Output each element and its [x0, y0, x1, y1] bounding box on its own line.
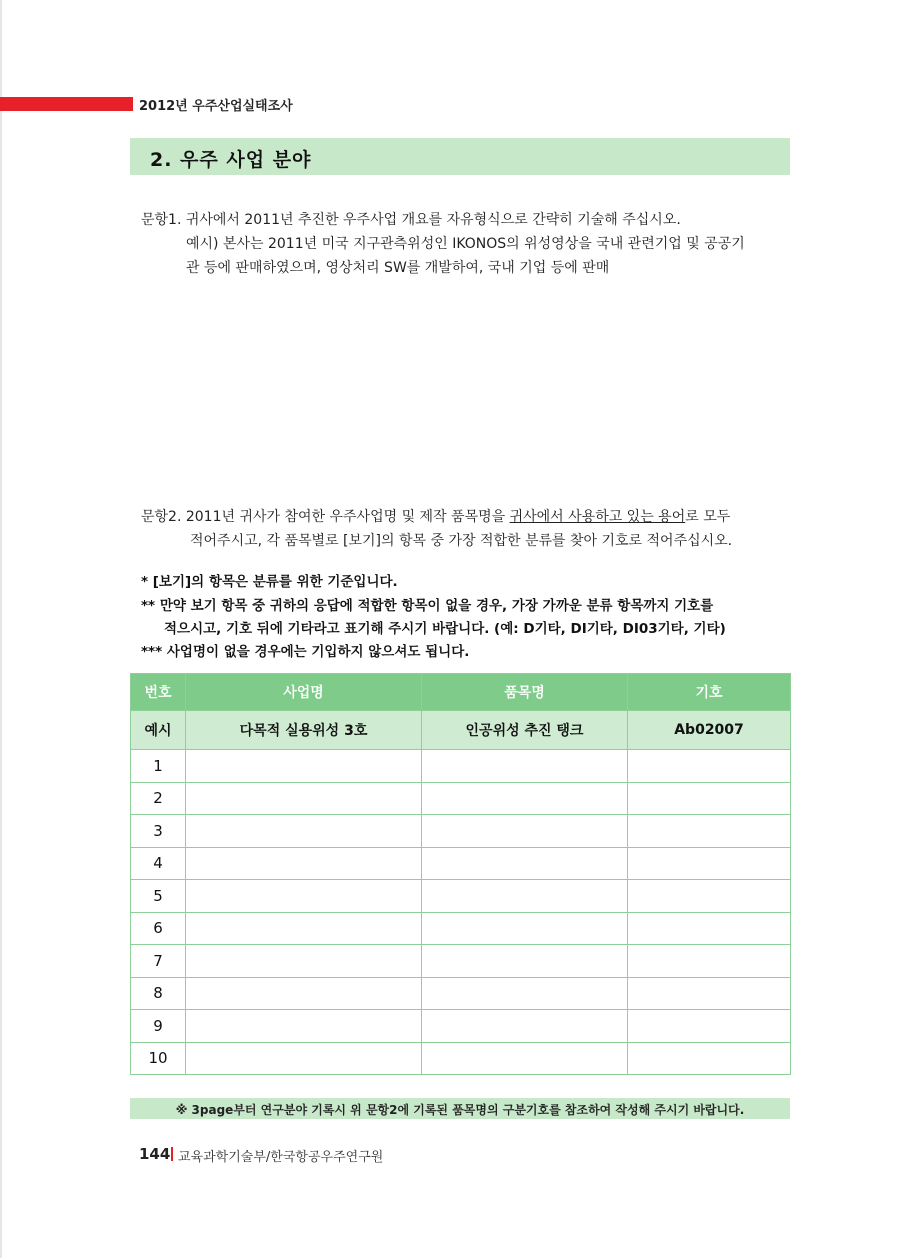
- code-cell[interactable]: [628, 750, 791, 783]
- example-item: 인공위성 추진 탱크: [422, 711, 628, 750]
- item-cell[interactable]: [422, 815, 628, 848]
- table-row: [131, 977, 791, 1010]
- question-1: 문항1. 귀사에서 2011년 추진한 우주사업 개요를 자유형식으로 간략히 기술해 주십시오.: [141, 212, 681, 228]
- project-cell[interactable]: [186, 977, 422, 1010]
- question-2-prefix: 문항2. 2011년 귀사가 참여한 우주사업명 및 제작 품목명을: [141, 509, 510, 525]
- table-row: [131, 782, 791, 815]
- section-title: 2. 우주 사업 분야: [150, 149, 312, 171]
- table-row: [131, 1010, 791, 1043]
- project-cell[interactable]: [186, 1010, 422, 1043]
- note-2-continued: 적으시고, 기호 뒤에 기타라고 표기해 주시기 바랍니다. (예: D기타, DI기타, DI03기타, 기타): [164, 621, 726, 637]
- code-cell[interactable]: [628, 782, 791, 815]
- header-project-name: 사업명: [186, 674, 422, 711]
- table-row: [131, 1042, 791, 1075]
- item-cell[interactable]: [422, 782, 628, 815]
- code-cell[interactable]: [628, 880, 791, 913]
- question-1-example-line-1: 예시) 본사는 2011년 미국 지구관측위성인 IKONOS의 위성영상을 국내 관련기업 및 공공기: [186, 236, 745, 252]
- row-number: 8: [131, 977, 186, 1010]
- page-number: 144: [139, 1145, 171, 1163]
- row-number: 10: [131, 1042, 186, 1075]
- question-2-line-1: [141, 506, 730, 526]
- row-number: 1: [131, 750, 186, 783]
- code-cell[interactable]: [628, 815, 791, 848]
- publisher: 교육과학기술부/한국항공우주연구원: [178, 1150, 384, 1165]
- question-2-line-2: 적어주시고, 각 품목별로 [보기]의 항목 중 가장 적합한 분류를 찾아 기호로 적어주십시오.: [190, 533, 733, 549]
- table-row: [131, 945, 791, 978]
- code-cell[interactable]: [628, 847, 791, 880]
- table-row: [131, 847, 791, 880]
- row-number: 4: [131, 847, 186, 880]
- project-item-table: [130, 673, 791, 1075]
- header-item-name: 품목명: [422, 674, 628, 711]
- example-project: 다목적 실용위성 3호: [186, 711, 422, 750]
- item-cell[interactable]: [422, 880, 628, 913]
- table-header-row: [131, 674, 791, 711]
- question-2-underlined-term: 귀사에서 사용하고 있는 용어: [509, 509, 686, 525]
- project-cell[interactable]: [186, 815, 422, 848]
- note-3: *** 사업명이 없을 경우에는 기입하지 않으셔도 됩니다.: [141, 644, 470, 660]
- project-cell[interactable]: [186, 782, 422, 815]
- table-row: [131, 750, 791, 783]
- footer-note: ※ 3page부터 연구분야 기록시 위 문항2에 기록된 품목명의 구분기호를 참조하여 작성해 주시기 바랍니다.: [175, 1103, 745, 1117]
- row-number: 3: [131, 815, 186, 848]
- row-number: 7: [131, 945, 186, 978]
- row-number: 6: [131, 912, 186, 945]
- page-edge-rule: [0, 0, 2, 1258]
- project-cell[interactable]: [186, 880, 422, 913]
- header-number: 번호: [131, 674, 186, 711]
- table-row: [131, 912, 791, 945]
- code-cell[interactable]: [628, 912, 791, 945]
- page-number-separator: [171, 1147, 173, 1161]
- code-cell[interactable]: [628, 1042, 791, 1075]
- project-cell[interactable]: [186, 945, 422, 978]
- question-2-suffix: 로 모두: [685, 509, 731, 525]
- item-cell[interactable]: [422, 847, 628, 880]
- table-row: [131, 880, 791, 913]
- note-1: * [보기]의 항목은 분류를 위한 기준입니다.: [141, 574, 398, 590]
- header-accent-bar: [0, 97, 133, 111]
- item-cell[interactable]: [422, 977, 628, 1010]
- item-cell[interactable]: [422, 1042, 628, 1075]
- question-1-example-line-2: 관 등에 판매하였으며, 영상처리 SW를 개발하여, 국내 기업 등에 판매: [186, 260, 610, 276]
- table-row: [131, 815, 791, 848]
- code-cell[interactable]: [628, 1010, 791, 1043]
- code-cell[interactable]: [628, 945, 791, 978]
- project-cell[interactable]: [186, 912, 422, 945]
- project-cell[interactable]: [186, 1042, 422, 1075]
- item-cell[interactable]: [422, 912, 628, 945]
- note-2: ** 만약 보기 항목 중 귀하의 응답에 적합한 항목이 없을 경우, 가장 가까운 분류 항목까지 기호를: [141, 598, 714, 614]
- row-number: 5: [131, 880, 186, 913]
- table-example-row: [131, 711, 791, 750]
- example-code: Ab02007: [628, 711, 791, 750]
- row-number: 9: [131, 1010, 186, 1043]
- row-number: 2: [131, 782, 186, 815]
- item-cell[interactable]: [422, 1010, 628, 1043]
- project-cell[interactable]: [186, 847, 422, 880]
- header-code: 기호: [628, 674, 791, 711]
- item-cell[interactable]: [422, 945, 628, 978]
- item-cell[interactable]: [422, 750, 628, 783]
- code-cell[interactable]: [628, 977, 791, 1010]
- running-header-title: 2012년 우주산업실태조사: [139, 99, 293, 114]
- example-label: 예시: [131, 711, 186, 750]
- project-cell[interactable]: [186, 750, 422, 783]
